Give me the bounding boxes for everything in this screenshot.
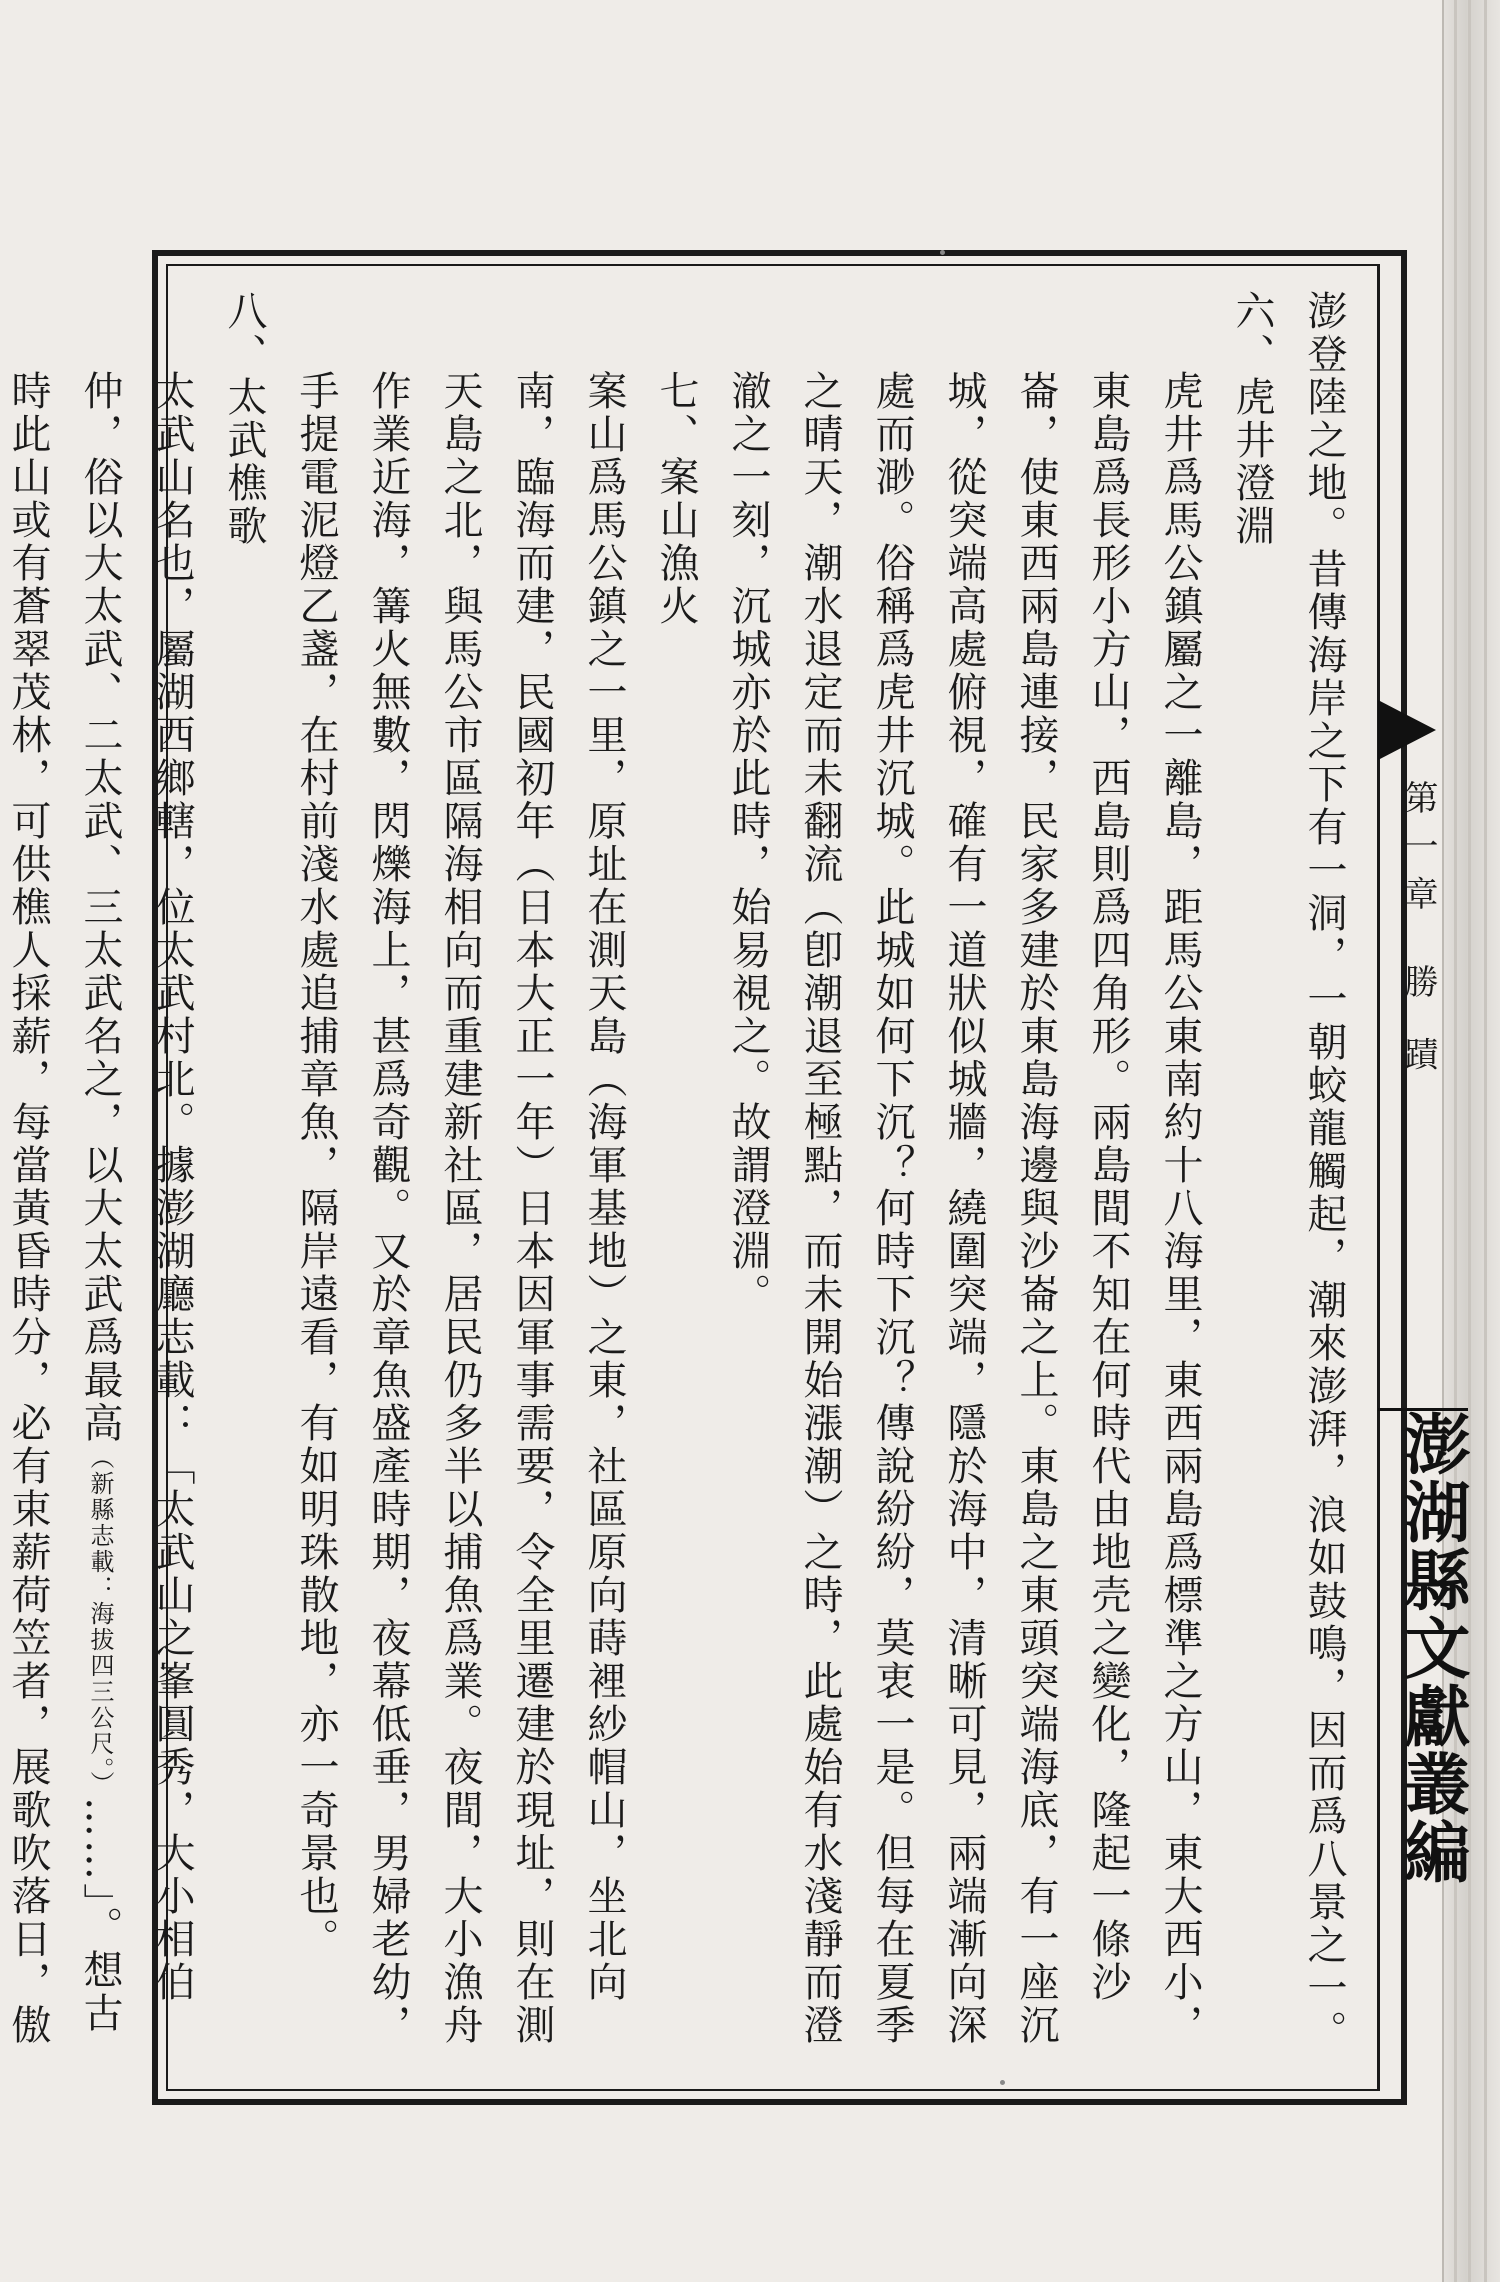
header-column-rule: [1378, 264, 1380, 2091]
body-text: [5, 290, 1360, 2070]
running-header: [1390, 780, 1446, 1085]
chapter-marker-wedge: [1378, 700, 1436, 760]
paragraph-8-part-b: ……」。想古時此山或有蒼翠茂林，可供樵人採薪，每當黃昏時分，必有束薪荷笠者，展歌吹落日，傲: [5, 370, 123, 2047]
paragraph-7: 案山爲馬公鎮之一里，原址在測天島（海軍基地）之東，社區原向蒔裡紗帽山，坐北向南，臨海而建，民國初年（日本大正一年）日本因軍事需要，令全里遷建於現址，則在測天島之北，與馬公市區隔海相向而重建新社區，居民仍多半以捕魚爲業。夜間，大小漁舟作業近海，篝火無數，閃爍海上，甚爲奇觀。又於章魚盛產時期，夜幕低垂，男婦老幼，手提電泥燈乙盞，在村前淺水處追捕章魚，隔岸遠看，有如明珠散地，亦一奇景也。: [293, 370, 627, 2047]
paragraph-6: 虎井爲馬公鎮屬之一離島，距馬公東南約十八海里，東西兩島爲標準之方山，東大西小，東島爲長形小方山，西島則爲四角形。兩島間不知在何時代由地壳之變化，隆起一條沙崙，使東西兩島連接，民家多建於東島海邊與沙崙之上。東島之東頭突端海底，有一座沉城，從突端高處俯視，確有一道狀似城牆，繞圍突端，隱於海中，清晰可見，兩端漸向深處而渺。俗稱爲虎井沉城。此城如何下沉？何時下沉？傳說紛紛，莫衷一是。但每在夏季之晴天，潮水退定而未翻流（卽潮退至極點，而未開始漲潮）之時，此處始有水淺靜而澄澈之一刻，沉城亦於此時，始易視之。故謂澄淵。: [725, 370, 1203, 2047]
print-speck: [1000, 2080, 1005, 2085]
chapter-label: 第一章: [1398, 780, 1438, 924]
paragraph-8: [0, 370, 208, 2070]
paragraph-8-note: （新縣志載：海拔四三公尺。）: [86, 1445, 114, 1797]
paragraph-8-part-a: 太武山名也，屬湖西鄉轄，位太武村北。據澎湖廳志載：「太武山之峯圓秀，大小相伯仲，俗以大太武、二太武、三太武名之，以大太武爲最高: [77, 370, 195, 2004]
section-heading-8: 八、太武樵歌: [221, 290, 267, 548]
book-title: 澎湖縣文獻叢編: [1393, 1410, 1471, 1886]
section-heading-7: 七、案山漁火: [653, 370, 699, 628]
page-edge: [1442, 0, 1500, 2282]
chapter-title: 勝 蹟: [1398, 964, 1438, 1085]
section-heading-6: 六、虎井澄淵: [1229, 290, 1275, 548]
paragraph-continued: 澎登陸之地。昔傳海岸之下有一洞，一朝蛟龍觸起，潮來澎湃，浪如鼓鳴，因而爲八景之一。: [1301, 290, 1347, 2053]
print-speck: [940, 250, 945, 255]
